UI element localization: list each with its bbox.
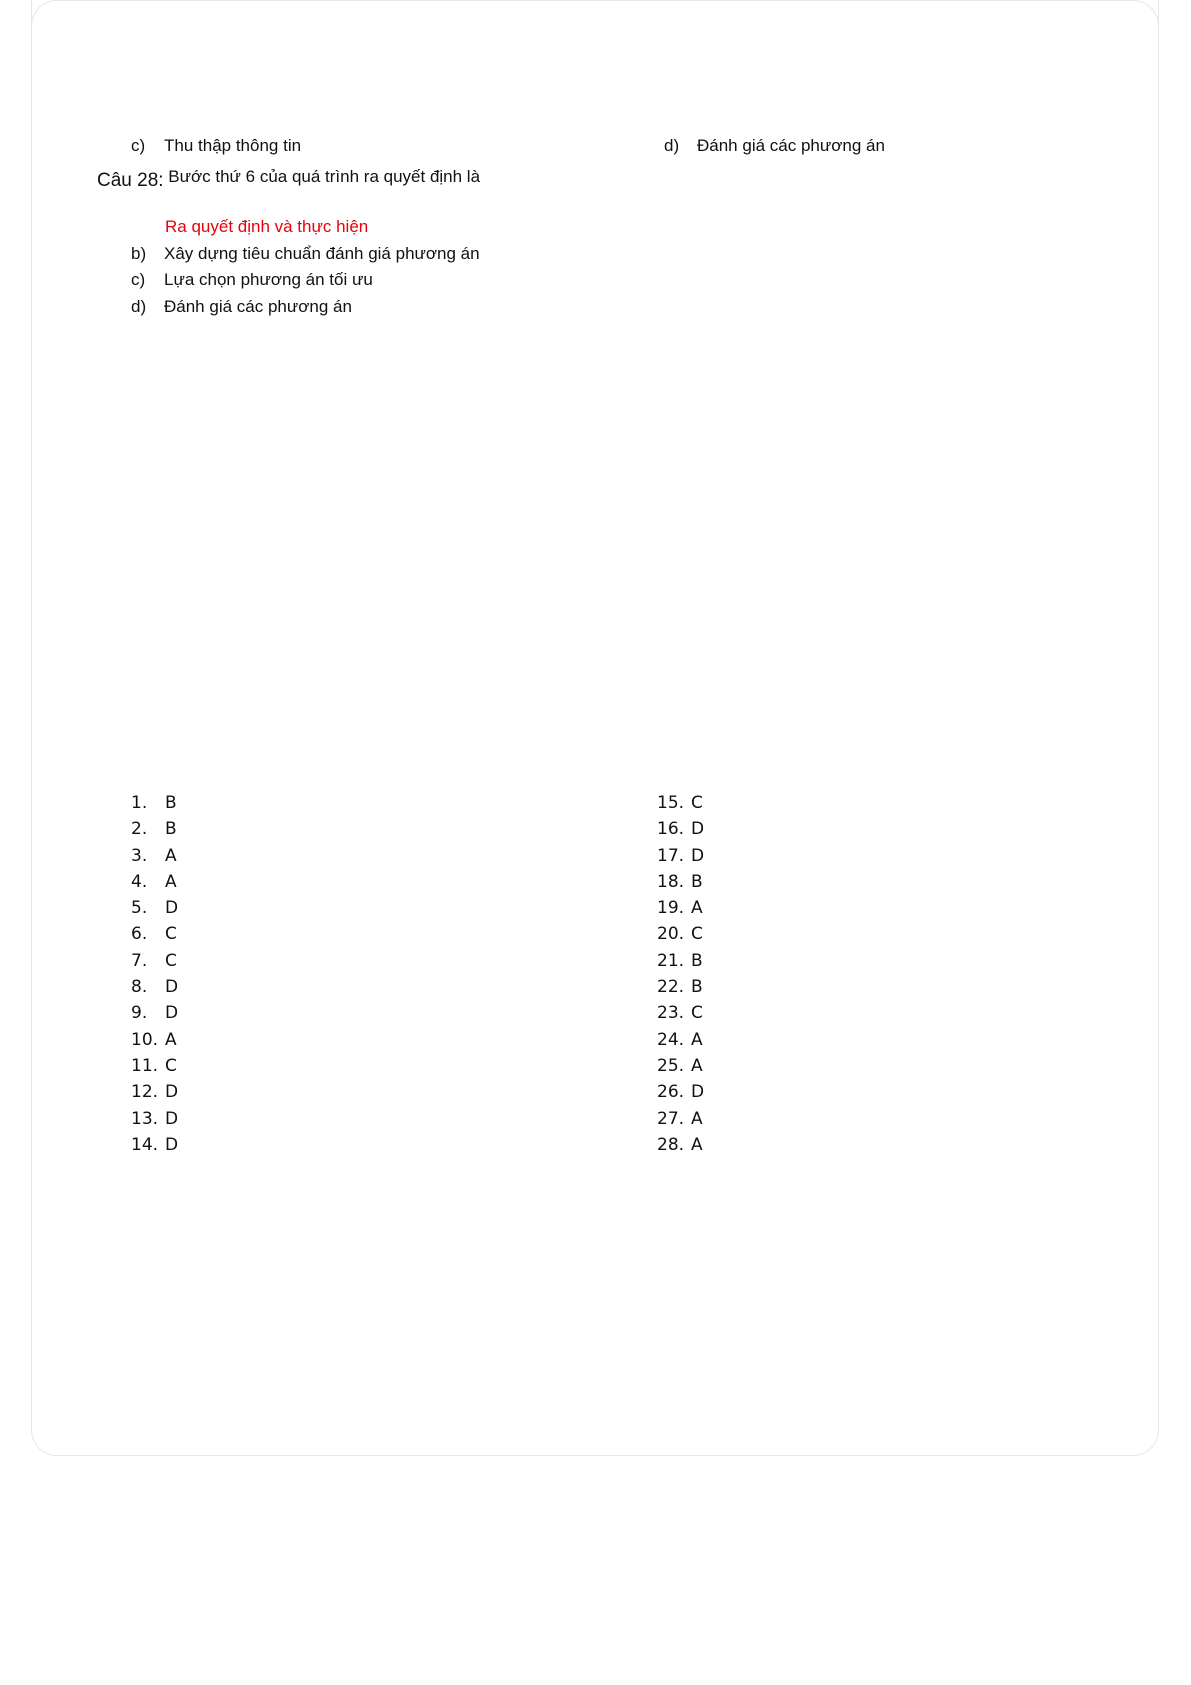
answer-key-item	[657, 1132, 704, 1158]
answer-letter: C	[165, 924, 177, 945]
answer-key-item	[131, 843, 178, 869]
answer-key-item	[131, 790, 178, 816]
answer-letter: A	[165, 1029, 177, 1050]
answer-letter: D	[165, 1003, 179, 1024]
answer-number: 27.	[657, 1108, 685, 1129]
answer-key-item	[657, 1053, 704, 1079]
question-text: Bước thứ 6 của quá trình ra quyết định là	[168, 167, 481, 186]
answer-letter: A	[691, 1029, 703, 1050]
answer-number: 20.	[657, 924, 685, 945]
answer-letter: A	[691, 1134, 703, 1155]
answer-key-item	[131, 1027, 178, 1053]
answer-letter: A	[691, 1108, 703, 1129]
answer-key-item	[657, 974, 704, 1000]
answer-letter: D	[165, 898, 179, 919]
answer-key-item	[131, 895, 178, 921]
option-letter: c)	[131, 270, 146, 289]
answer-number: 7.	[131, 950, 148, 971]
prev-option-d	[664, 135, 885, 157]
answer-letter: A	[691, 1055, 703, 1076]
answer-letter: C	[165, 1055, 177, 1076]
correct-answer-option: Ra quyết định và thực hiện	[165, 217, 369, 236]
answer-letter: A	[165, 845, 177, 866]
answer-number: 1.	[131, 793, 148, 813]
answer-number: 28.	[657, 1134, 685, 1155]
answer-number: 8.	[131, 977, 148, 998]
answer-key-item	[657, 1027, 704, 1053]
answer-key-left-column	[131, 790, 178, 1158]
answer-key-item	[657, 869, 704, 895]
option-b	[131, 243, 480, 265]
option-c	[131, 269, 373, 291]
answer-letter: D	[691, 1082, 705, 1103]
answer-number: 6.	[131, 924, 148, 945]
answer-number: 16.	[657, 819, 685, 840]
question-28-stem	[97, 167, 481, 192]
answer-key-item	[657, 1000, 704, 1026]
answer-number: 23.	[657, 1003, 685, 1024]
answer-number: 11.	[131, 1055, 159, 1076]
answer-key-item	[657, 843, 704, 869]
answer-letter: B	[691, 950, 703, 971]
answer-letter: A	[691, 898, 703, 919]
answer-letter: A	[165, 871, 177, 892]
answer-letter: B	[691, 977, 703, 998]
answer-key-item	[131, 869, 178, 895]
answer-letter: D	[691, 845, 705, 866]
answer-key-item	[131, 1053, 178, 1079]
answer-key-item	[131, 816, 178, 842]
option-text: Lựa chọn phương án tối ưu	[164, 270, 373, 289]
answer-letter: C	[691, 1003, 703, 1024]
answer-letter: C	[165, 950, 177, 971]
answer-key-item	[657, 816, 704, 842]
option-text: Thu thập thông tin	[164, 136, 302, 155]
answer-key-item	[657, 1079, 704, 1105]
answer-number: 22.	[657, 977, 685, 998]
answer-letter: D	[165, 1082, 179, 1103]
answer-key-item	[657, 790, 704, 816]
answer-number: 17.	[657, 845, 685, 866]
option-d	[131, 296, 352, 318]
answer-key-item	[657, 948, 704, 974]
prev-option-c	[131, 135, 301, 157]
question-label: Câu 28:	[97, 170, 164, 191]
answer-number: 19.	[657, 898, 685, 919]
answer-letter: D	[691, 819, 705, 840]
answer-number: 4.	[131, 871, 148, 892]
answer-key-item	[131, 1079, 178, 1105]
option-letter: c)	[131, 136, 146, 155]
option-letter: d)	[131, 297, 147, 316]
answer-key-item	[131, 1000, 178, 1026]
answer-key-item	[131, 1132, 178, 1158]
answer-letter: B	[165, 793, 177, 813]
answer-number: 5.	[131, 898, 148, 919]
option-letter: b)	[131, 244, 147, 263]
answer-letter: D	[165, 1108, 179, 1129]
option-text: Đánh giá các phương án	[697, 136, 885, 155]
answer-letter: D	[165, 1134, 179, 1155]
answer-number: 3.	[131, 845, 148, 866]
answer-number: 14.	[131, 1134, 159, 1155]
answer-number: 15.	[657, 793, 685, 813]
answer-key-item	[131, 1106, 178, 1132]
answer-number: 24.	[657, 1029, 685, 1050]
answer-letter: C	[691, 924, 703, 945]
answer-letter: B	[691, 871, 703, 892]
answer-key-item	[657, 1106, 704, 1132]
answer-number: 2.	[131, 819, 148, 840]
answer-number: 9.	[131, 1003, 148, 1024]
answer-key-item	[131, 948, 178, 974]
option-text: Xây dựng tiêu chuẩn đánh giá phương án	[164, 244, 480, 263]
answer-number: 25.	[657, 1055, 685, 1076]
option-text: Đánh giá các phương án	[164, 297, 352, 316]
answer-letter: B	[165, 819, 177, 840]
answer-key-right-column	[657, 790, 704, 1158]
answer-letter: D	[165, 977, 179, 998]
answer-number: 10.	[131, 1029, 159, 1050]
option-letter: d)	[664, 136, 680, 155]
answer-number: 18.	[657, 871, 685, 892]
answer-key-item	[131, 974, 178, 1000]
answer-number: 21.	[657, 950, 685, 971]
answer-number: 12.	[131, 1082, 159, 1103]
answer-key-item	[657, 895, 704, 921]
answer-key-item	[657, 921, 704, 947]
answer-key-item	[131, 921, 178, 947]
answer-number: 13.	[131, 1108, 159, 1129]
answer-number: 26.	[657, 1082, 685, 1103]
answer-letter: C	[691, 793, 703, 813]
